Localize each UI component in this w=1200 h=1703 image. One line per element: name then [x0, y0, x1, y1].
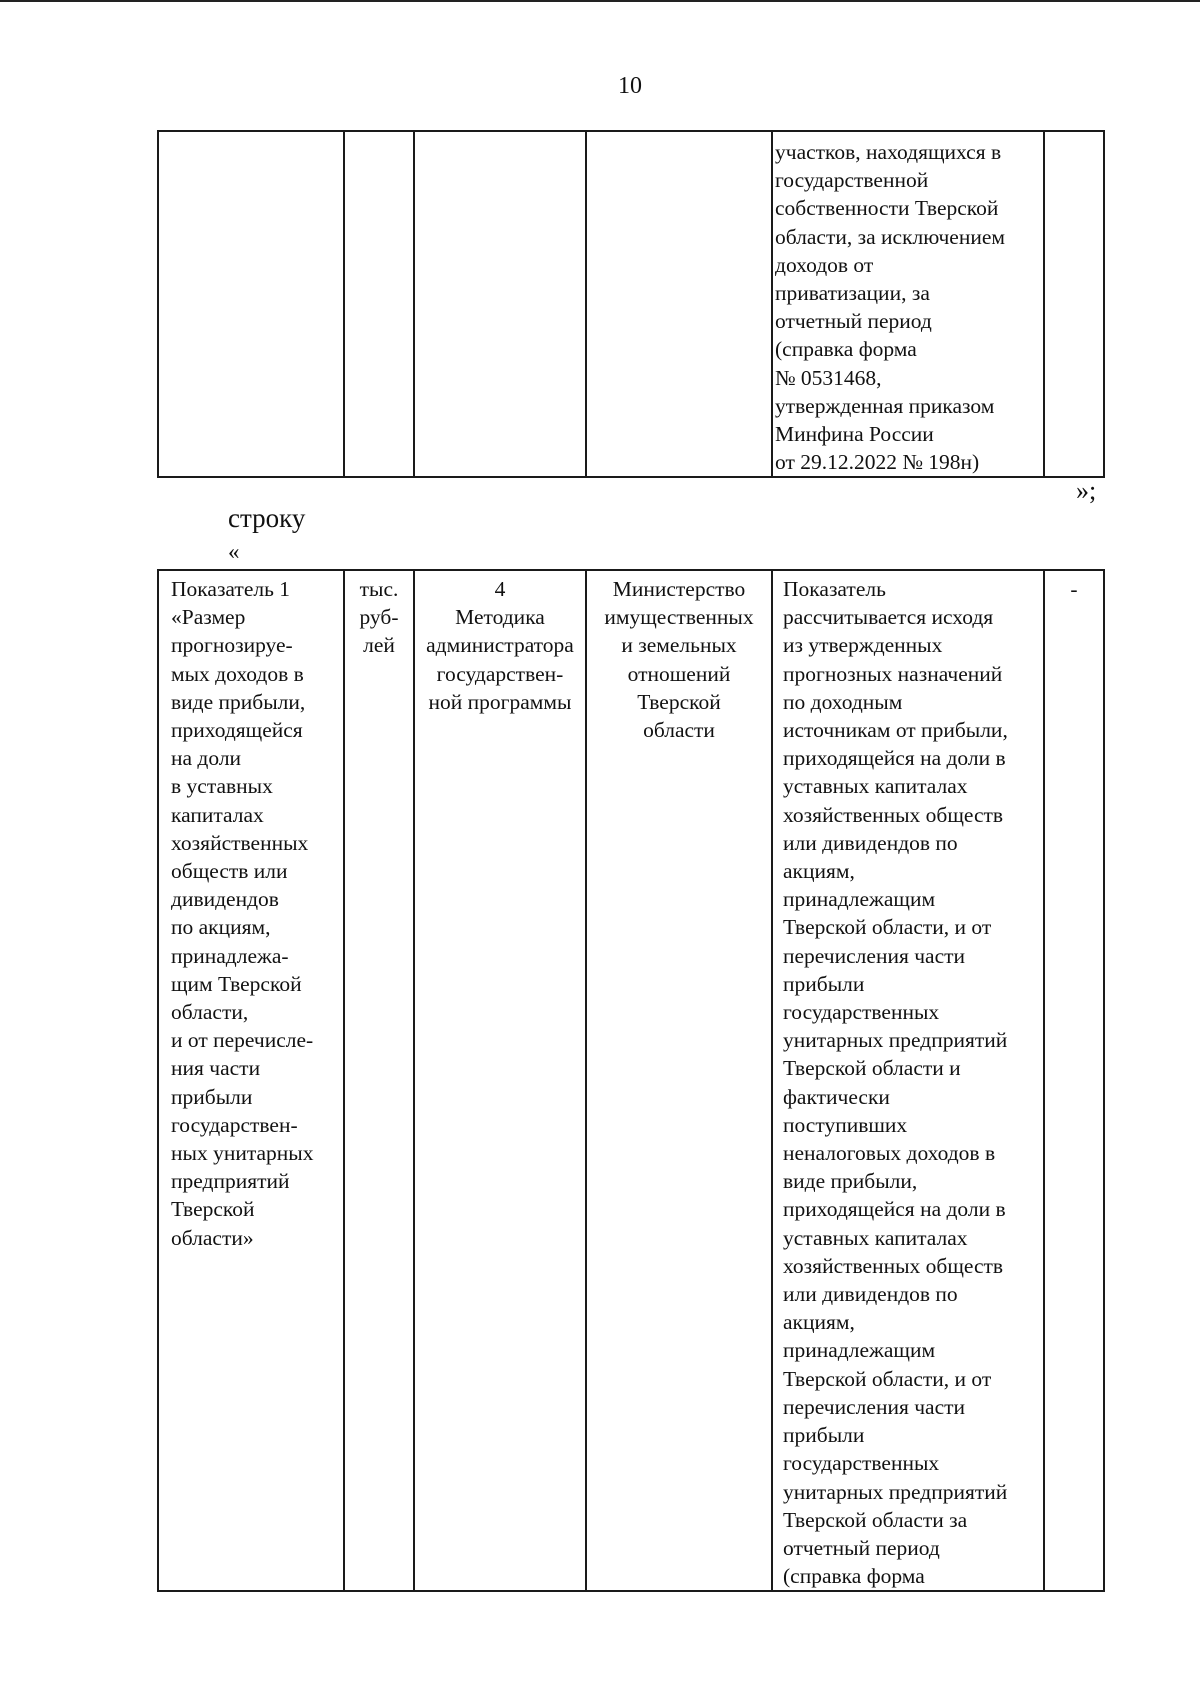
table-cell-responsible — [586, 570, 772, 1591]
value-text: - — [1070, 577, 1078, 601]
row-label: строку — [228, 503, 306, 533]
page-number: 10 — [618, 73, 642, 99]
table-cell-method — [414, 570, 586, 1591]
continued-table — [157, 130, 1105, 478]
method-text: 4 Методика администратора государствен- ной программы — [426, 577, 574, 714]
responsible-text: Министерство имущественных и земельных отношений Тверской области — [604, 577, 754, 743]
new-row-table — [157, 569, 1105, 1592]
unit-text: тыс. руб- лей — [359, 577, 399, 658]
closing-quote: »; — [1076, 476, 1097, 505]
description-text: участков, находящихся в государственной собственности Тверской области, за исключением доходов от приватизации, за отчетный период (справка форма № 0531468, утвержденная приказом Минфина России от 29.12.2022 № 198н) — [775, 140, 1006, 475]
indicator-text: Показатель 1 «Размер прогнозируе- мых доходов в виде прибыли, приходящейся на доли в уставных капиталах хозяйственных обществ или дивидендов по акциям, принадлежа- щим Тверской области, и от перечисле- ния части прибыли государствен- ных унитарных предприятий Тверской области» — [171, 577, 314, 1250]
table-cell-indicator — [158, 131, 344, 477]
table-cell-description — [772, 131, 1044, 477]
table-row — [158, 570, 1104, 1591]
table-cell-unit — [344, 570, 414, 1591]
table-cell-value — [1044, 131, 1104, 477]
top-border-line — [0, 0, 1200, 2]
table-cell-indicator — [158, 570, 344, 1591]
table-cell-description — [772, 570, 1044, 1591]
table-cell-value — [1044, 570, 1104, 1591]
description-text: Показатель рассчитывается исходя из утвержденных прогнозных назначений по доходным источникам от прибыли, приходящейся на доли в уставных капиталах хозяйственных обществ или дивидендов по акциям, принадлежащим Тверской области, и от перечисления части прибыли государственных унитарных предприятий Тверской области и фактически поступивших неналоговых доходов в виде прибыли, приходящейся на доли в уставных капиталах хозяйственных обществ или дивидендов по акциям, принадлежащим Тверской области, и от перечисления части прибыли государственных унитарных предприятий Тверской области за отчетный период (справка форма — [783, 577, 1008, 1589]
opening-quote: « — [228, 539, 240, 564]
table-cell-responsible — [586, 131, 772, 477]
table-cell-method — [414, 131, 586, 477]
table-cell-unit — [344, 131, 414, 477]
table-row — [158, 131, 1104, 477]
